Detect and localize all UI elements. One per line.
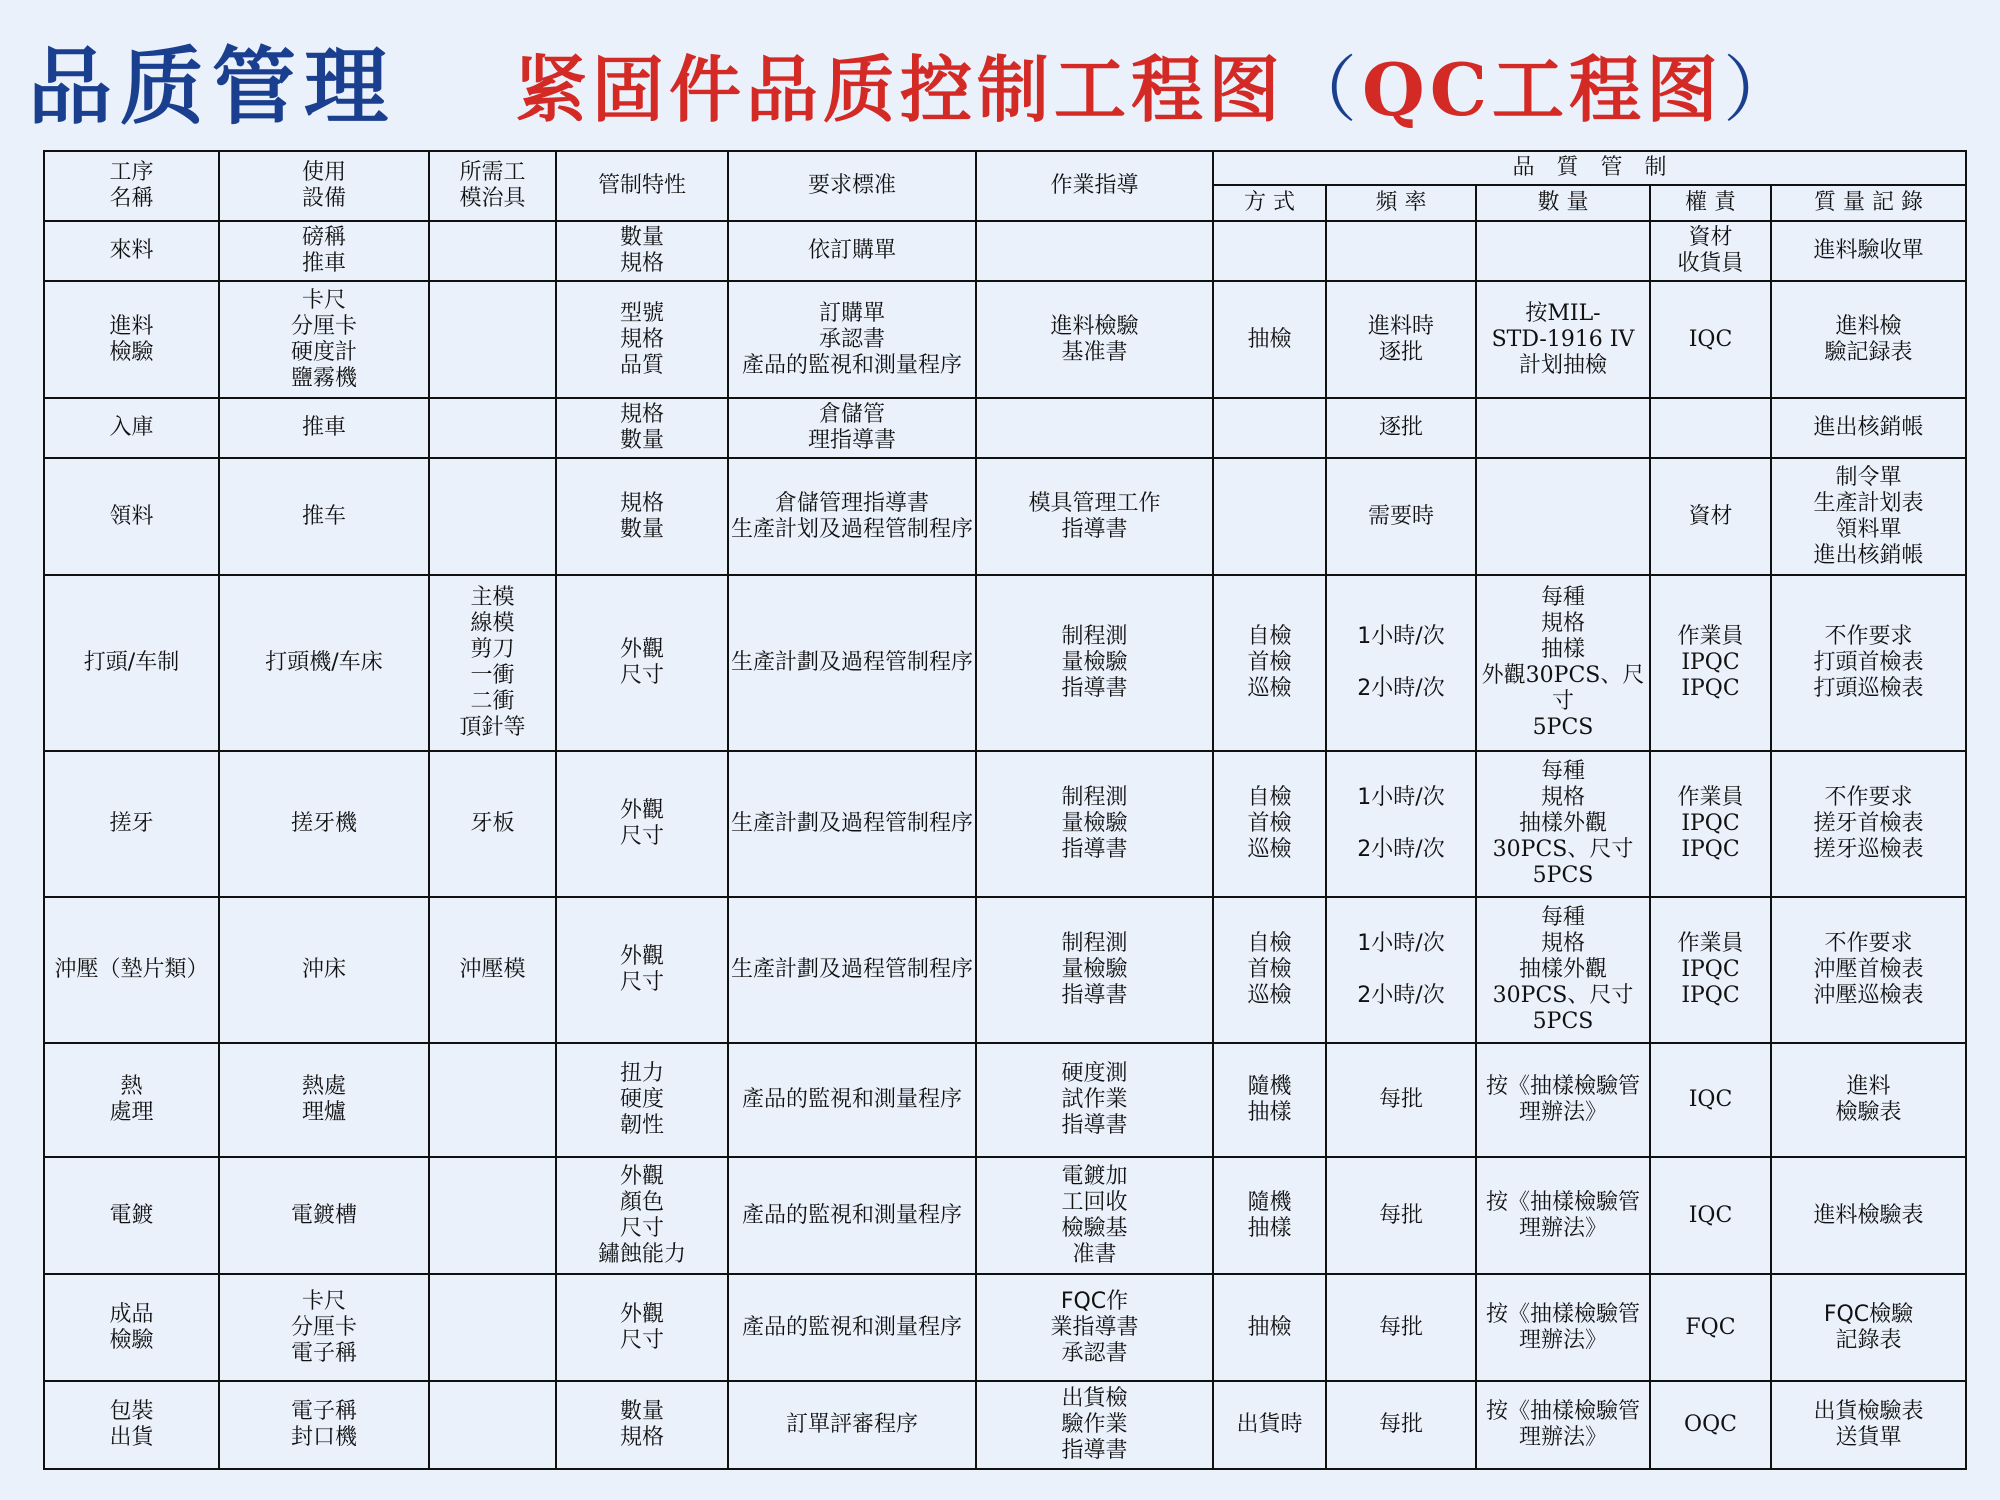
title-sub: QC工程图 xyxy=(1362,47,1724,132)
cell-method: 出貨時 xyxy=(1213,1381,1326,1469)
cell-fixture: 主模 線模 剪刀 一衝 二衝 頂針等 xyxy=(429,575,556,751)
cell-equipment: 磅稱 推車 xyxy=(219,221,429,281)
header xyxy=(0,0,2000,150)
cell-frequency: 1小時/次 2小時/次 xyxy=(1326,897,1476,1043)
cell-characteristic: 外觀 尺寸 xyxy=(556,1274,728,1381)
brand-title: 品质管理 xyxy=(28,37,397,136)
title-main: 紧固件品质控制工程图 xyxy=(515,47,1286,132)
cell-responsibility: 資材 xyxy=(1650,458,1771,575)
cell-fixture xyxy=(429,1274,556,1381)
cell-record: 制令單 生產計划表 領料單 進出核銷帳 xyxy=(1771,458,1966,575)
table-row xyxy=(44,1157,1966,1274)
cell-record: 不作要求 沖壓首檢表 沖壓巡檢表 xyxy=(1771,897,1966,1043)
cell-process: 包裝 出貨 xyxy=(44,1381,219,1469)
qc-process-table xyxy=(43,150,1967,1470)
cell-process: 領料 xyxy=(44,458,219,575)
cell-quantity xyxy=(1476,221,1650,281)
cell-record: 進料 檢驗表 xyxy=(1771,1043,1966,1157)
table-row xyxy=(44,897,1966,1043)
cell-method: 隨機 抽樣 xyxy=(1213,1157,1326,1274)
cell-responsibility: FQC xyxy=(1650,1274,1771,1381)
header-standard: 要求標准 xyxy=(728,151,976,221)
cell-method xyxy=(1213,458,1326,575)
cell-responsibility: 作業員 IPQC IPQC xyxy=(1650,897,1771,1043)
cell-equipment: 卡尺 分厘卡 硬度計 鹽霧機 xyxy=(219,281,429,398)
cell-fixture xyxy=(429,1381,556,1469)
cell-quantity: 按《抽樣檢驗管 理辦法》 xyxy=(1476,1157,1650,1274)
cell-process: 搓牙 xyxy=(44,751,219,897)
cell-quantity: 每種 規格 抽樣 外觀30PCS、尺寸 5PCS xyxy=(1476,575,1650,751)
cell-quantity: 每種 規格 抽樣外觀 30PCS、尺寸 5PCS xyxy=(1476,751,1650,897)
cell-responsibility: OQC xyxy=(1650,1381,1771,1469)
cell-guidance: FQC作 業指導書 承認書 xyxy=(976,1274,1213,1381)
header-equipment: 使用 設備 xyxy=(219,151,429,221)
cell-standard: 依訂購單 xyxy=(728,221,976,281)
cell-frequency: 進料時 逐批 xyxy=(1326,281,1476,398)
cell-frequency: 每批 xyxy=(1326,1381,1476,1469)
cell-guidance: 電鍍加 工回收 檢驗基 准書 xyxy=(976,1157,1213,1274)
cell-record: 進料檢驗表 xyxy=(1771,1157,1966,1274)
cell-frequency: 每批 xyxy=(1326,1274,1476,1381)
cell-guidance: 出貨檢 驗作業 指導書 xyxy=(976,1381,1213,1469)
cell-quantity xyxy=(1476,458,1650,575)
header-characteristic: 管制特性 xyxy=(556,151,728,221)
cell-fixture xyxy=(429,1043,556,1157)
cell-equipment: 電子稱 封口機 xyxy=(219,1381,429,1469)
table-row xyxy=(44,221,1966,281)
cell-quantity: 按《抽樣檢驗管 理辦法》 xyxy=(1476,1274,1650,1381)
cell-fixture xyxy=(429,458,556,575)
table-row xyxy=(44,751,1966,897)
cell-quantity xyxy=(1476,398,1650,458)
header-record: 質 量 記 錄 xyxy=(1771,185,1966,221)
cell-record: FQC檢驗 記錄表 xyxy=(1771,1274,1966,1381)
cell-guidance: 制程測 量檢驗 指導書 xyxy=(976,897,1213,1043)
cell-quantity: 按《抽樣檢驗管 理辦法》 xyxy=(1476,1043,1650,1157)
cell-standard: 倉儲管 理指導書 xyxy=(728,398,976,458)
cell-process: 成品 檢驗 xyxy=(44,1274,219,1381)
cell-frequency: 1小時/次 2小時/次 xyxy=(1326,751,1476,897)
cell-quantity: 按《抽樣檢驗管 理辦法》 xyxy=(1476,1381,1650,1469)
header-process: 工序 名稱 xyxy=(44,151,219,221)
cell-characteristic: 規格 數量 xyxy=(556,398,728,458)
header-responsibility: 權 責 xyxy=(1650,185,1771,221)
cell-process: 入庫 xyxy=(44,398,219,458)
cell-characteristic: 外觀 尺寸 xyxy=(556,897,728,1043)
cell-method: 抽檢 xyxy=(1213,281,1326,398)
cell-frequency: 1小時/次 2小時/次 xyxy=(1326,575,1476,751)
cell-frequency: 逐批 xyxy=(1326,398,1476,458)
cell-standard: 產品的監視和測量程序 xyxy=(728,1043,976,1157)
cell-process: 進料 檢驗 xyxy=(44,281,219,398)
cell-fixture xyxy=(429,281,556,398)
cell-responsibility: 作業員 IPQC IPQC xyxy=(1650,575,1771,751)
cell-responsibility: IQC xyxy=(1650,1043,1771,1157)
cell-equipment: 電鍍槽 xyxy=(219,1157,429,1274)
cell-method: 自檢 首檢 巡檢 xyxy=(1213,575,1326,751)
cell-characteristic: 型號 規格 品質 xyxy=(556,281,728,398)
table-row xyxy=(44,281,1966,398)
cell-fixture xyxy=(429,221,556,281)
table-row xyxy=(44,1381,1966,1469)
cell-fixture: 牙板 xyxy=(429,751,556,897)
cell-guidance: 制程測 量檢驗 指導書 xyxy=(976,751,1213,897)
cell-guidance xyxy=(976,221,1213,281)
cell-record: 進出核銷帳 xyxy=(1771,398,1966,458)
cell-record: 不作要求 搓牙首檢表 搓牙巡檢表 xyxy=(1771,751,1966,897)
cell-characteristic: 外觀 顏色 尺寸 鏽蝕能力 xyxy=(556,1157,728,1274)
title-paren-open: （ xyxy=(1285,48,1363,132)
cell-characteristic: 外觀 尺寸 xyxy=(556,751,728,897)
cell-quantity: 每種 規格 抽樣外觀 30PCS、尺寸 5PCS xyxy=(1476,897,1650,1043)
cell-equipment: 卡尺 分厘卡 電子稱 xyxy=(219,1274,429,1381)
cell-standard: 生產計劃及過程管制程序 xyxy=(728,751,976,897)
header-guidance: 作業指導 xyxy=(976,151,1213,221)
header-frequency: 頻 率 xyxy=(1326,185,1476,221)
cell-fixture: 沖壓模 xyxy=(429,897,556,1043)
table-row xyxy=(44,575,1966,751)
cell-record: 不作要求 打頭首檢表 打頭巡檢表 xyxy=(1771,575,1966,751)
cell-quantity: 按MIL- STD-1916 IV 計划抽檢 xyxy=(1476,281,1650,398)
cell-equipment: 搓牙機 xyxy=(219,751,429,897)
cell-responsibility: IQC xyxy=(1650,281,1771,398)
table-row xyxy=(44,1274,1966,1381)
cell-characteristic: 外觀 尺寸 xyxy=(556,575,728,751)
cell-frequency: 每批 xyxy=(1326,1157,1476,1274)
header-method: 方 式 xyxy=(1213,185,1326,221)
table-row xyxy=(44,1043,1966,1157)
cell-characteristic: 扭力 硬度 韌性 xyxy=(556,1043,728,1157)
cell-responsibility: IQC xyxy=(1650,1157,1771,1274)
cell-responsibility xyxy=(1650,398,1771,458)
cell-frequency: 每批 xyxy=(1326,1043,1476,1157)
cell-method xyxy=(1213,221,1326,281)
qc-table-body xyxy=(44,221,1966,1469)
cell-equipment: 推车 xyxy=(219,458,429,575)
cell-standard: 生產計劃及過程管制程序 xyxy=(728,575,976,751)
cell-fixture xyxy=(429,398,556,458)
cell-fixture xyxy=(429,1157,556,1274)
cell-equipment: 熱處 理爐 xyxy=(219,1043,429,1157)
cell-equipment: 打頭機/车床 xyxy=(219,575,429,751)
cell-responsibility: 作業員 IPQC IPQC xyxy=(1650,751,1771,897)
cell-guidance: 制程測 量檢驗 指導書 xyxy=(976,575,1213,751)
cell-characteristic: 數量 規格 xyxy=(556,1381,728,1469)
table-row xyxy=(44,398,1966,458)
title-paren-close: ） xyxy=(1723,48,1801,132)
cell-record: 進料檢 驗記録表 xyxy=(1771,281,1966,398)
cell-standard: 生產計劃及過程管制程序 xyxy=(728,897,976,1043)
header-fixture: 所需工 模治具 xyxy=(429,151,556,221)
header-quantity: 數 量 xyxy=(1476,185,1650,221)
cell-standard: 訂單評審程序 xyxy=(728,1381,976,1469)
cell-guidance: 進料檢驗 基准書 xyxy=(976,281,1213,398)
cell-equipment: 推車 xyxy=(219,398,429,458)
cell-process: 熱 處理 xyxy=(44,1043,219,1157)
cell-guidance: 硬度測 試作業 指導書 xyxy=(976,1043,1213,1157)
cell-guidance: 模具管理工作 指導書 xyxy=(976,458,1213,575)
cell-method: 隨機 抽樣 xyxy=(1213,1043,1326,1157)
cell-method xyxy=(1213,398,1326,458)
cell-equipment: 沖床 xyxy=(219,897,429,1043)
page-title xyxy=(515,40,1800,140)
header-quality-control: 品 質 管 制 xyxy=(1213,151,1966,185)
cell-method: 自檢 首檢 巡檢 xyxy=(1213,897,1326,1043)
cell-characteristic: 規格 數量 xyxy=(556,458,728,575)
cell-process: 沖壓（墊片類） xyxy=(44,897,219,1043)
cell-method: 自檢 首檢 巡檢 xyxy=(1213,751,1326,897)
cell-frequency: 需要時 xyxy=(1326,458,1476,575)
cell-standard: 倉儲管理指導書 生產計划及過程管制程序 xyxy=(728,458,976,575)
cell-process: 打頭/车制 xyxy=(44,575,219,751)
cell-record: 進料驗收單 xyxy=(1771,221,1966,281)
cell-method: 抽檢 xyxy=(1213,1274,1326,1381)
cell-guidance xyxy=(976,398,1213,458)
cell-process: 來料 xyxy=(44,221,219,281)
cell-responsibility: 資材 收貨員 xyxy=(1650,221,1771,281)
cell-standard: 產品的監視和測量程序 xyxy=(728,1274,976,1381)
cell-standard: 產品的監視和測量程序 xyxy=(728,1157,976,1274)
cell-process: 電鍍 xyxy=(44,1157,219,1274)
cell-record: 出貨檢驗表 送貨單 xyxy=(1771,1381,1966,1469)
cell-characteristic: 數量 規格 xyxy=(556,221,728,281)
cell-frequency xyxy=(1326,221,1476,281)
table-row xyxy=(44,458,1966,575)
cell-standard: 訂購單 承認書 產品的監視和測量程序 xyxy=(728,281,976,398)
